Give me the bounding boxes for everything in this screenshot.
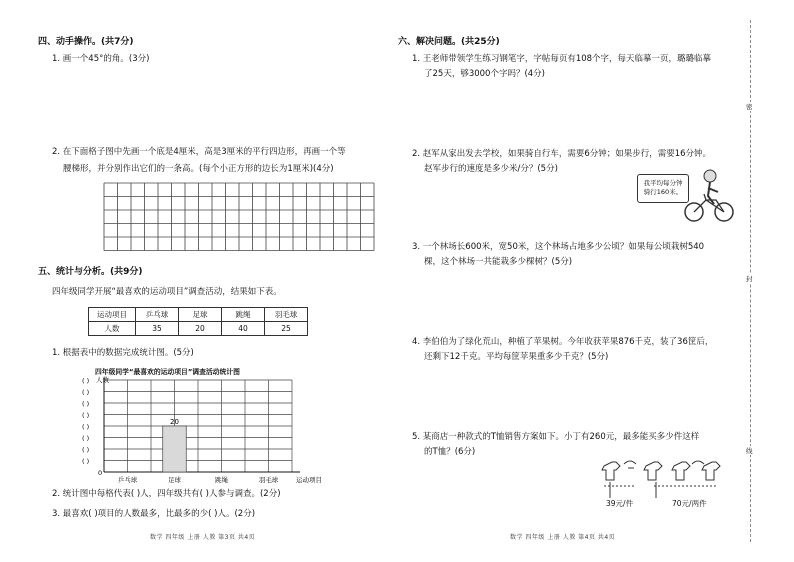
table-cell: 40 — [222, 322, 265, 336]
question-4-1: 1. 画一个45°的角。(3分) — [52, 54, 150, 64]
question-6-5-line2: 的T恤？(6分) — [424, 447, 476, 457]
question-6-3-line1: 3. 一个林场长600米，宽50米，这个林场占地多少公顷？如果每公顷栽树540 — [412, 242, 705, 252]
binding-label-3: 线 — [746, 447, 753, 455]
y-tick-placeholder: ( ) — [82, 434, 90, 443]
question-6-5-line1: 5. 某商店一种款式的T恤销售方案如下。小丁有260元，最多能买多少件这样 — [412, 432, 700, 442]
table-cell: 20 — [179, 322, 222, 336]
section-4-title: 四、动手操作。(共7分) — [38, 37, 134, 47]
x-tick-label: 跳绳 — [215, 476, 228, 484]
table-cell: 足球 — [179, 308, 222, 322]
x-tick-label: 足球 — [168, 476, 181, 484]
question-6-1-line1: 1. 王老师带领学生练习钢笔字，字帖每页有108个字，每天临摹一页，璐璐临摹 — [412, 54, 712, 64]
table-cell: 35 — [136, 322, 179, 336]
y-tick-placeholder: ( ) — [82, 377, 90, 385]
data-label: 20 — [170, 418, 179, 426]
right-page-footer: 数学 四年级 上册 人教 第4页 共4页 — [510, 534, 616, 541]
y-tick-placeholder: ( ) — [82, 411, 90, 420]
y-tick-placeholder: ( ) — [82, 446, 90, 454]
y-axis-label: 人数 — [96, 376, 109, 384]
x-tick-label: 羽毛球 — [258, 476, 279, 484]
question-6-2-line2: 赵军步行的速度是多少米/分？(5分) — [424, 164, 558, 174]
left-page-footer: 数学 四年级 上册 人教 第3页 共4页 — [150, 534, 256, 541]
question-5-2: 2. 统计图中每格代表( )人，四年级共有( )人参与调查。(2分) — [52, 489, 281, 499]
question-5-1: 1. 根据表中的数据完成统计图。(5分) — [52, 348, 194, 358]
binding-label-1: 密 — [746, 103, 753, 111]
table-cell: 运动项目 — [89, 308, 136, 322]
table-cell: 跳绳 — [222, 308, 265, 322]
chart-title: 四年级同学“最喜欢的运动项目”调查活动统计图 — [95, 368, 240, 376]
y-tick-placeholder: ( ) — [82, 457, 90, 466]
table-cell: 乒乓球 — [136, 308, 179, 322]
question-5-3: 3. 最喜欢( )项目的人数最多，比最多的少( )人。(2分) — [52, 509, 256, 519]
question-6-3-line2: 棵，这个林场一共能栽多少棵树？(5分) — [424, 257, 573, 267]
x-tick-label: 乒乓球 — [117, 476, 138, 484]
y-tick-placeholder: ( ) — [82, 388, 90, 397]
y-tick-placeholder: ( ) — [82, 400, 90, 408]
survey-table — [88, 307, 308, 336]
section-5-title: 五、统计与分析。(共9分) — [38, 267, 143, 277]
table-header-row — [89, 308, 308, 322]
x-axis-label: 运动项目 — [296, 476, 322, 484]
question-6-1-line2: 了25天，够3000个字吗？(4分) — [424, 69, 545, 79]
table-cell: 人数 — [89, 322, 136, 336]
bar — [163, 426, 187, 472]
question-6-2-line1: 2. 赵军从家出发去学校，如果骑自行车，需要6分钟；如果步行，需要16分钟。 — [412, 149, 712, 159]
y-tick-zero: 0 — [98, 469, 103, 477]
question-6-4-line2: 还剩下12千克。平均每筐苹果重多少千克？(5分) — [424, 352, 609, 362]
drawing-grid[interactable] — [103, 182, 376, 251]
question-4-2-line2: 腰梯形，并分别作出它们的一条高。(每个小正方形的边长为1厘米)(4分) — [63, 164, 334, 174]
question-6-4-line1: 4. 李伯伯为了绿化荒山，种植了苹果树。今年收获苹果876千克，装了36筐后， — [412, 337, 714, 347]
price-pair: 70元/两件 — [672, 499, 707, 508]
speech-bubble-text-1: 我平均每分钟 — [643, 179, 683, 187]
cyclist-illustration — [680, 166, 736, 224]
speech-bubble-text-2: 骑行160米。 — [643, 188, 683, 196]
binding-label-2: 封 — [746, 275, 753, 283]
table-cell: 25 — [265, 322, 308, 336]
y-tick-placeholder: ( ) — [82, 423, 90, 431]
survey-intro: 四年级同学开展“最喜欢的运动项目”调查活动，结果如下表。 — [52, 287, 282, 297]
section-6-title: 六、解决问题。(共25分) — [398, 37, 500, 47]
price-single: 39元/件 — [606, 499, 634, 508]
bar-chart — [70, 374, 370, 486]
table-row — [89, 322, 308, 336]
question-4-2-line1: 2. 在下面格子图中先画一个底是4厘米，高是3厘米的平行四边形，再画一个等 — [52, 147, 346, 157]
table-cell: 羽毛球 — [265, 308, 308, 322]
